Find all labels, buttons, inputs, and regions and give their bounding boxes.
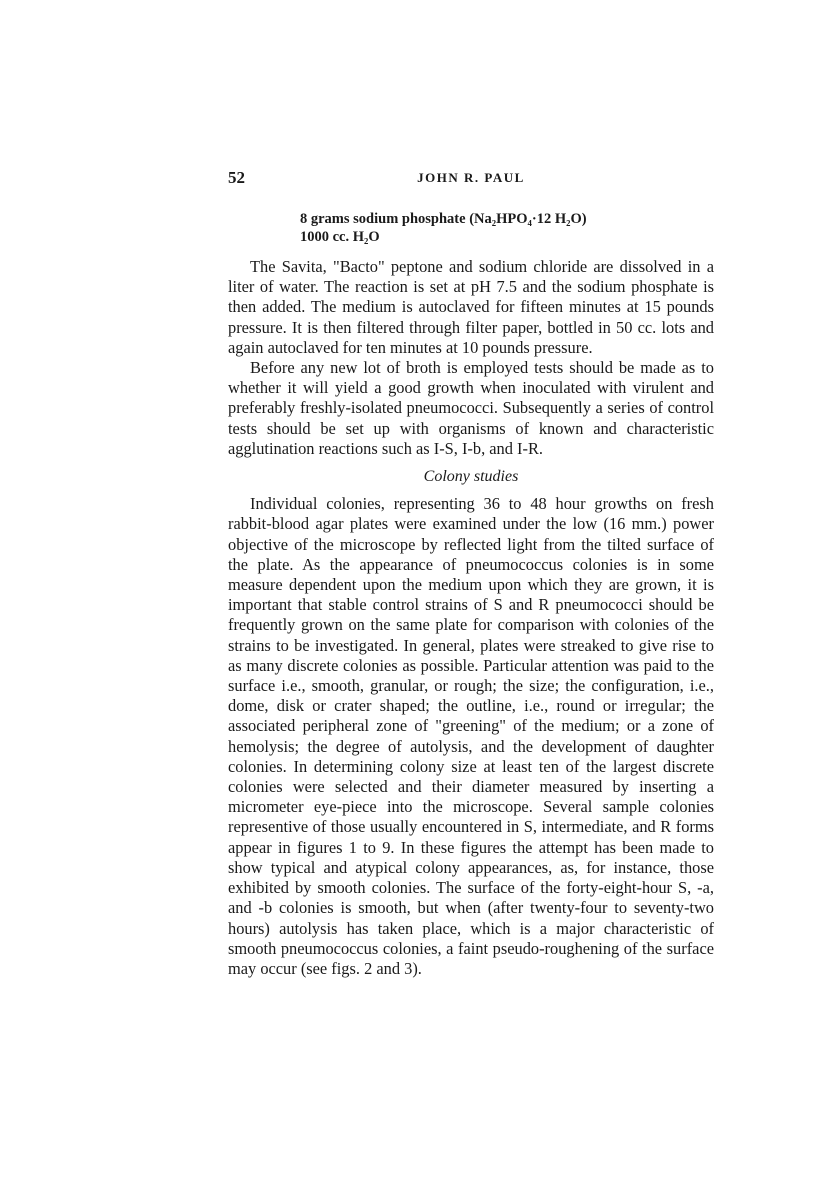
paragraph: Individual colonies, representing 36 to 48 hour growths on fresh rabbit-blood agar plates were examined under the low (16 mm.) power objective of the microscope by reflected light from the tilted surface of the plate. As the appearance of pneumococcus colonies is in some measure dependent upon the medium upon which they are grown, it is important that stable control strains of S and R pneumococci should be frequently grown on the same plate for comparison with colonies of the strains to be investigated. In general, plates were streaked to give rise to as many discrete colonies as possible. Particular attention was paid to the surface i.e., smooth, granular, or rough; the size; the configuration, i.e., dome, disk or crater shaped; the outline, i.e., round or irregular; the associated peripheral zone of "greening" of the medium; or a zone of hemolysis; the degree of autolysis, and the development of daughter colonies. In determining colony size at least ten of the largest discrete colonies were selected and their diameter measured by inserting a micrometer eye-piece into the microscope. Several sample colonies representive of those usually encountered in S, intermediate, and R forms appear in figures 1 to 9. In these figures the attempt has been made to show typical and atypical colony appearances, as, for instance, those exhibited by smooth colonies. The surface of the forty-eight-hour S, -a, and -b colonies is smooth, but when (after twenty-four to seventy-two hours) autolysis has taken place, which is a major characteristic of smooth pneumococcus colonies, a faint pseudo-roughening of the surface may occur (see figs. 2 and 3). xyxy=(228,494,714,978)
paragraph: The Savita, "Bacto" peptone and sodium chloride are dissolved in a liter of water. The reaction is set at pH 7.5 and the sodium phosphate is then added. The medium is autoclaved for fifteen minutes at 15 pounds pressure. It is then filtered through filter paper, bottled in 50 cc. lots and again autoclaved for ten minutes at 10 pounds pressure. xyxy=(228,257,714,357)
formula-line: 1000 cc. H₂O xyxy=(300,229,380,245)
paragraph: Before any new lot of broth is employed tests should be made as to whether it will yield a good growth when inoculated with virulent and preferably freshly-isolated pneumococci. Subsequently a series of control tests should be set up with organisms of known and characteristic agglutination reactions such as I-S, I-b, and I-R. xyxy=(228,358,714,458)
formula-block xyxy=(300,210,587,246)
section-heading: Colony studies xyxy=(423,468,519,486)
body-text xyxy=(228,257,714,979)
page-number: 52 xyxy=(228,168,245,187)
running-title: JOHN R. PAUL xyxy=(417,170,525,185)
page-header xyxy=(228,168,714,192)
formula-line: 8 grams sodium phosphate (Na₂HPO₄·12 H₂O) xyxy=(300,211,587,227)
